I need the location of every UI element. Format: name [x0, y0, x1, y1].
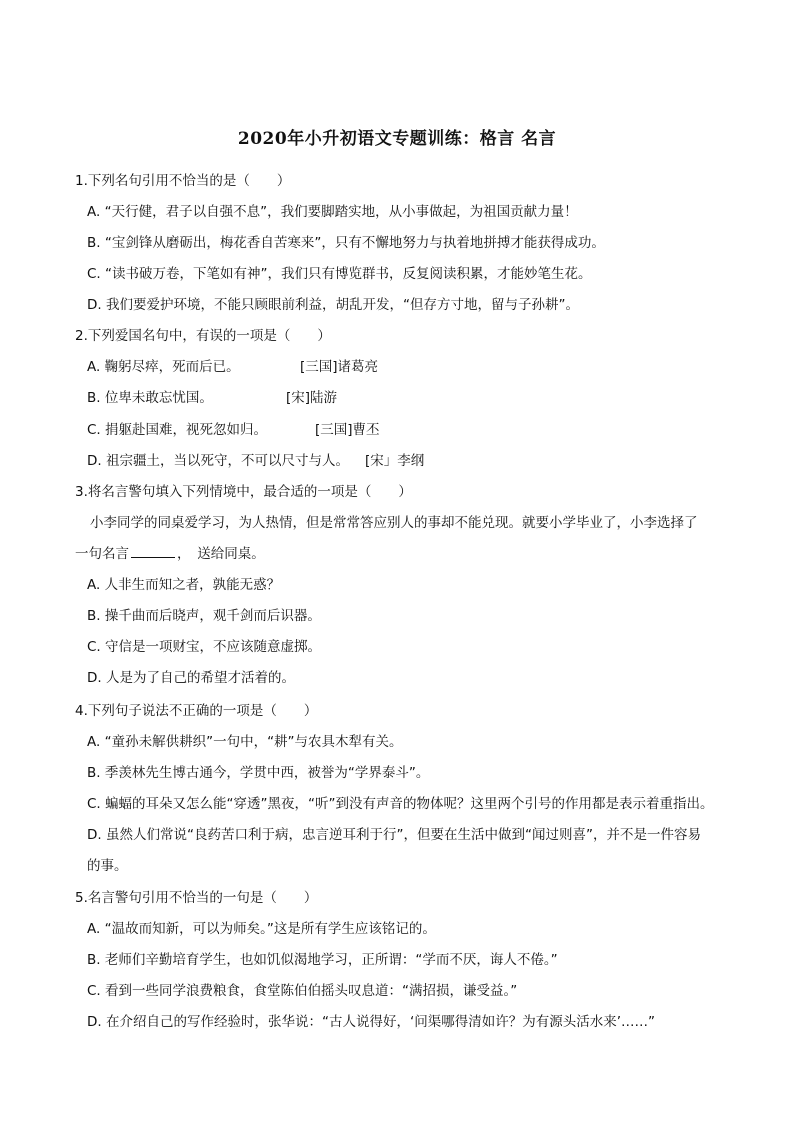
question-3-context-prefix: 一句名言 [75, 546, 129, 562]
question-5-option-b: B. 老师们辛勤培育学生，也如饥似渴地学习，正所谓：“学而不厌，诲人不倦。” [87, 952, 558, 968]
question-2-option-b-author: [宋]陆游 [286, 390, 338, 406]
question-2-option-a: A. 鞠躬尽瘁，死而后已。 [87, 359, 240, 375]
question-5-option-c: C. 看到一些同学浪费粮食，食堂陈伯伯摇头叹息道：“满招损，谦受益。” [87, 983, 518, 999]
question-2-option-d-author: [宋」李纲 [365, 453, 425, 469]
question-2-option-a-author: [三国]诸葛亮 [300, 359, 379, 375]
question-5-option-a: A. “温故而知新，可以为师矣。”这是所有学生应该铭记的。 [87, 921, 436, 937]
document-title: 2020年小升初语文专题训练：格言 名言 [237, 129, 557, 149]
question-4-option-d: D. 虽然人们常说“良药苦口利于病，忠言逆耳利于行”，但要在生活中做到“闻过则喜”，并不是一件容易 [87, 827, 701, 843]
question-4-stem: 4.下列句子说法不正确的一项是（ ） [75, 703, 318, 719]
question-5-stem: 5.名言警句引用不恰当的一句是（ ） [75, 890, 318, 906]
question-2-option-b: B. 位卑未敢忘忧国。 [87, 390, 213, 406]
question-4-option-b: B. 季羡林先生博古通今，学贯中西，被誉为“学界泰斗”。 [87, 765, 430, 781]
question-3-option-a: A. 人非生而知之者，孰能无惑？ [87, 577, 281, 593]
question-1-stem: 1.下列名句引用不恰当的是（ ） [75, 173, 291, 189]
question-3-option-c: C. 守信是一项财宝，不应该随意虚掷。 [87, 639, 322, 655]
question-1-option-b: B. “宝剑锋从磨砺出，梅花香自苦寒来”，只有不懈地努力与执着地拼搏才能获得成功。 [87, 235, 605, 251]
question-3-context: 小李同学的同桌爱学习，为人热情，但是常常答应别人的事却不能兑现。就要小学毕业了，小李选择了 [90, 515, 698, 531]
question-2-option-c: C. 捐躯赴国难，视死忽如归。 [87, 422, 268, 438]
question-2-option-c-author: [三国]曹丕 [315, 422, 380, 438]
question-3-option-b: B. 操千曲而后晓声，观千剑而后识器。 [87, 608, 321, 624]
question-2-stem: 2.下列爱国名句中，有误的一项是（ ） [75, 328, 331, 344]
question-4-option-c: C. 蝙蝠的耳朵又怎么能“穿透”黑夜，“听”到没有声音的物体呢？这里两个引号的作用都是表示着重指出。 [87, 796, 714, 812]
question-4-option-a: A. “童孙未解供耕织”一句中，“耕”与农具木犁有关。 [87, 734, 403, 750]
question-4-option-d-cont: 的事。 [87, 858, 128, 874]
question-3-stem: 3.将名言警句填入下列情境中，最合适的一项是（ ） [75, 484, 412, 500]
question-3-option-d: D. 人是为了自己的希望才活着的。 [87, 670, 295, 686]
question-1-option-c: C. “读书破万卷，下笔如有神”，我们只有博览群书，反复阅读积累，才能妙笔生花。 [87, 266, 592, 282]
question-5-option-d: D. 在介绍自己的写作经验时，张华说：“古人说得好，‘问渠哪得清如许？为有源头活水来’……” [87, 1014, 656, 1030]
question-1-option-d: D. 我们要爱护环境，不能只顾眼前利益，胡乱开发，“但存方寸地，留与子孙耕”。 [87, 297, 579, 313]
question-2-option-d: D. 祖宗疆土，当以死守，不可以尺寸与人。 [87, 453, 349, 469]
question-3-context-suffix: ， 送给同桌。 [177, 546, 265, 562]
question-3-context-cont [75, 545, 265, 563]
question-1-option-a: A. “天行健，君子以自强不息”，我们要脚踏实地，从小事做起，为祖国贡献力量！ [87, 204, 578, 220]
answer-blank [131, 545, 175, 558]
